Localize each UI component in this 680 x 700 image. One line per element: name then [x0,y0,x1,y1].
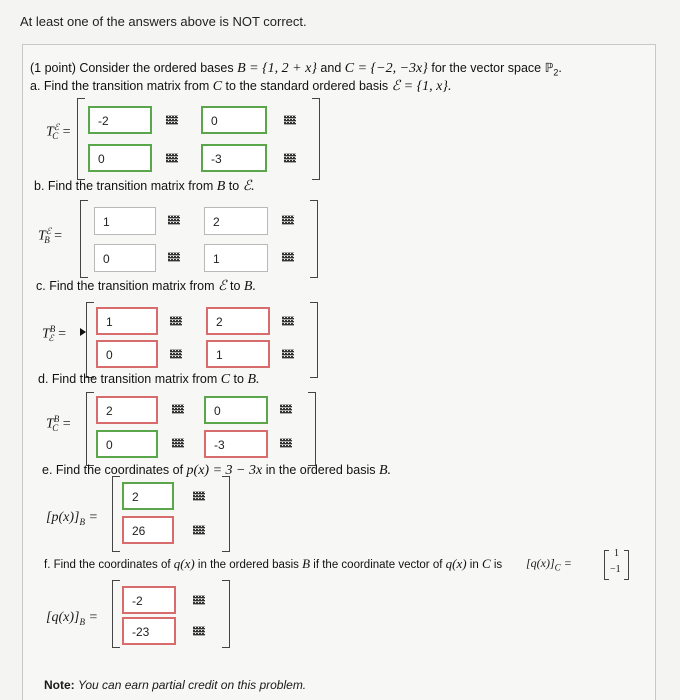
part-c-question: c. Find the transition matrix from ℰ to B. [36,279,256,294]
part-c-input-12[interactable] [208,309,268,333]
part-b-input-21[interactable] [95,245,155,271]
part-d-input-21[interactable] [98,432,156,456]
matrix-grid-icon[interactable] [280,404,292,414]
part-b-input-22[interactable] [205,245,267,271]
matrix-grid-icon[interactable] [172,404,184,414]
matrix-grid-icon[interactable] [284,153,296,163]
part-e-bracket-left [112,476,120,552]
part-f-given-label: $[q(x)]_C$ = [526,556,572,573]
matrix-grid-icon[interactable] [282,349,294,359]
part-b-bracket-right [310,200,318,278]
given-vector-bottom: −1 [610,564,621,575]
matrix-grid-icon[interactable] [166,115,178,125]
matrix-grid-icon[interactable] [170,316,182,326]
matrix-grid-icon[interactable] [172,438,184,448]
part-a-bracket-left [77,98,85,180]
part-a-e: ℰ = {1, x}. [391,79,452,94]
part-b-cell-11[interactable] [94,207,156,235]
matrix-grid-icon[interactable] [168,215,180,225]
part-f-label: $[q(x)]_B$ = [46,610,98,627]
part-a-input-22[interactable] [203,146,265,170]
note-text: You can earn partial credit on this problem. [78,678,307,692]
part-f-cell-1[interactable] [122,586,176,614]
part-e-label: $[p(x)]_B$ = [46,510,98,527]
part-a-mid: to the standard ordered basis [225,79,389,93]
part-a-input-11[interactable] [90,108,150,132]
part-a-input-12[interactable] [203,108,265,132]
part-f-input-2[interactable] [124,619,174,643]
matrix-grid-icon[interactable] [284,115,296,125]
part-a-text: a. Find the transition matrix from [30,79,210,93]
matrix-grid-icon[interactable] [282,316,294,326]
part-a-input-21[interactable] [90,146,150,170]
part-d-bracket-right [308,392,316,466]
part-a-cell-11[interactable] [88,106,152,134]
part-d-cell-21[interactable] [96,430,158,458]
part-d-question: d. Find the transition matrix from C to B. [38,372,260,387]
matrix-grid-icon[interactable] [282,215,294,225]
part-e-cell-2[interactable] [122,516,174,544]
part-d-cell-12[interactable] [204,396,268,424]
part-b-question: b. Find the transition matrix from B to ℰ. [34,179,255,194]
part-b-label: $T^ℰ_B$ = [38,226,63,246]
part-c-cell-21[interactable] [96,340,158,368]
matrix-grid-icon[interactable] [166,153,178,163]
part-c-input-11[interactable] [98,309,156,333]
part-e-input-1[interactable] [124,484,172,508]
part-d-input-12[interactable] [206,398,266,422]
part-c-bracket-left [86,302,94,378]
part-a-cell-12[interactable] [201,106,267,134]
part-c-cell-22[interactable] [206,340,270,368]
part-f-cell-2[interactable] [122,617,176,645]
matrix-grid-icon[interactable] [168,252,180,262]
part-d-cell-22[interactable] [204,430,268,458]
part-f-question: f. Find the coordinates of q(x) in the ordered basis B if the coordinate vector of q(x) in C is [44,556,503,571]
part-c-input-21[interactable] [98,342,156,366]
part-c-bracket-right [310,302,318,378]
part-b-input-12[interactable] [205,208,267,234]
part-a-cell-22[interactable] [201,144,267,172]
part-a-label: $T^ℰ_C$ = [46,122,72,142]
part-c-cell-12[interactable] [206,307,270,335]
matrix-grid-icon[interactable] [193,595,205,605]
part-e-question: e. Find the coordinates of p(x) = 3 − 3x in the ordered basis B. [42,463,392,478]
part-a-bracket-right [312,98,320,180]
part-d-input-11[interactable] [98,398,156,422]
part-f-input-1[interactable] [124,588,174,612]
matrix-grid-icon[interactable] [193,626,205,636]
part-b-input-11[interactable] [95,208,155,234]
part-b-cell-21[interactable] [94,244,156,272]
partial-credit-note [44,678,306,692]
feedback-banner: At least one of the answers above is NOT correct. [20,14,307,29]
note-label: Note: [44,678,75,692]
matrix-grid-icon[interactable] [193,491,205,501]
part-e-input-2[interactable] [124,518,172,542]
part-d-label: $T^B_C$ = [46,414,72,434]
basis-c: C = {−2, −3x} [344,61,428,76]
part-c-label: $T^B_ℰ$ = [42,324,67,344]
space-sub: 2 [553,67,559,78]
part-a-question [30,78,451,95]
basis-b: B = {1, 2 + x} [237,61,317,76]
matrix-grid-icon[interactable] [280,438,292,448]
part-c-cell-11[interactable] [96,307,158,335]
matrix-grid-icon[interactable] [193,525,205,535]
part-e-cell-1[interactable] [122,482,174,510]
part-d-bracket-left [86,392,94,466]
intro-period: . [558,61,562,75]
given-vector-bracket-left [604,550,609,580]
part-a-cell-21[interactable] [88,144,152,172]
part-b-cell-12[interactable] [204,207,268,235]
matrix-grid-icon[interactable] [170,349,182,359]
part-f-bracket-left [112,580,120,648]
part-b-bracket-left [80,200,88,278]
part-e-bracket-right [222,476,230,552]
part-d-input-22[interactable] [206,432,266,456]
part-d-cell-11[interactable] [96,396,158,424]
given-vector-bracket-right [624,550,629,580]
matrix-grid-icon[interactable] [282,252,294,262]
part-b-cell-22[interactable] [204,244,268,272]
intro-suffix: for the vector space ℙ [431,61,554,75]
given-vector-top: 1 [614,548,619,559]
intro-and: and [320,61,342,75]
part-f-bracket-right [222,580,230,648]
part-c-input-22[interactable] [208,342,268,366]
intro-prefix: (1 point) Consider the ordered bases [30,61,234,75]
part-a-c: C [212,79,223,94]
problem-intro [30,60,562,78]
